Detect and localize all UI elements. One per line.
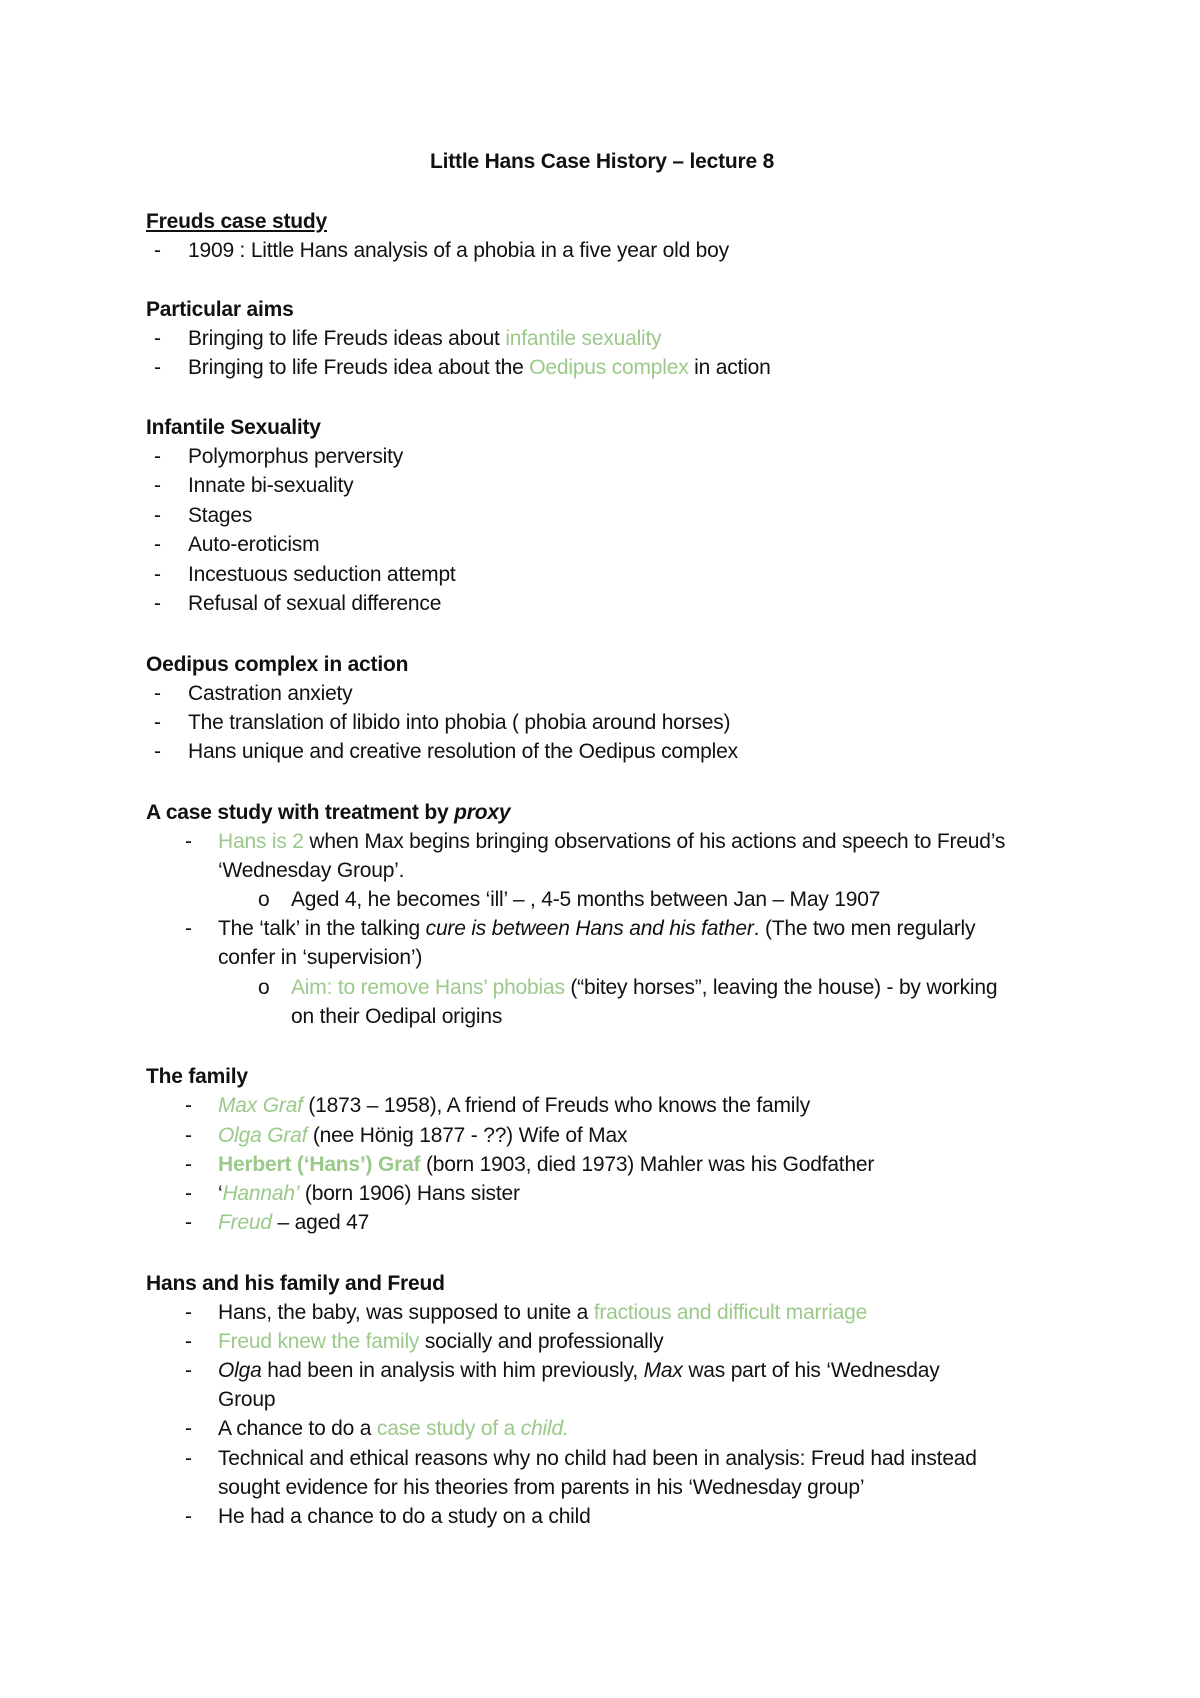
- list-item: The translation of libido into phobia ( phobia around horses): [188, 711, 731, 734]
- bullet-dash: -: [154, 504, 161, 527]
- list-item: Polymorphus perversity: [188, 445, 404, 468]
- sub-list-item: [291, 974, 997, 1002]
- text-span: ‘: [218, 1182, 223, 1205]
- list-item: [218, 1092, 810, 1120]
- heading-family: The family: [146, 1065, 248, 1088]
- list-item: He had a chance to do a study on a child: [218, 1505, 591, 1528]
- heading-case-study: Freuds case study: [146, 210, 328, 233]
- bullet-circle: o: [258, 888, 270, 911]
- bullet-dash: -: [154, 682, 161, 705]
- list-item-continuation: ‘Wednesday Group’.: [218, 859, 405, 882]
- list-item: [218, 1357, 940, 1385]
- list-item: Incestuous seduction attempt: [188, 563, 456, 586]
- list-item: Castration anxiety: [188, 682, 353, 705]
- list-item: [218, 1299, 867, 1327]
- text-span: Bringing to life Freuds idea about the: [188, 356, 530, 379]
- text-span: (1873 – 1958), A friend of Freuds who knows the family: [302, 1094, 811, 1117]
- bullet-dash: -: [185, 830, 192, 853]
- text-span: A case study with treatment by: [146, 801, 455, 824]
- text-span: A chance to do a: [218, 1417, 377, 1440]
- bullet-dash: -: [154, 592, 161, 615]
- text-span: (born 1906) Hans sister: [299, 1182, 520, 1205]
- highlight-span: Freud: [218, 1211, 272, 1234]
- bullet-dash: -: [185, 917, 192, 940]
- bullet-dash: -: [154, 474, 161, 497]
- bullet-dash: -: [154, 239, 161, 262]
- highlight-span: Hannah’: [222, 1182, 300, 1205]
- list-item: [218, 1209, 369, 1237]
- bullet-dash: -: [154, 740, 161, 763]
- list-item: 1909 : Little Hans analysis of a phobia in a five year old boy: [188, 239, 729, 262]
- bullet-circle: o: [258, 976, 270, 999]
- list-item-continuation: Group: [218, 1388, 276, 1411]
- text-span: proxy: [454, 801, 511, 824]
- text-span: Bringing to life Freuds ideas about: [188, 327, 506, 350]
- list-item: Auto-eroticism: [188, 533, 320, 556]
- list-item-continuation: confer in ‘supervision’): [218, 946, 423, 969]
- list-item: Innate bi-sexuality: [188, 474, 354, 497]
- bullet-dash: -: [185, 1417, 192, 1440]
- list-item: [218, 1415, 569, 1443]
- text-span: socially and professionally: [419, 1330, 664, 1353]
- page-title: Little Hans Case History – lecture 8: [430, 150, 775, 173]
- list-item: Refusal of sexual difference: [188, 592, 442, 615]
- bullet-dash: -: [185, 1211, 192, 1234]
- highlight-span: Max Graf: [218, 1094, 303, 1117]
- list-item: [218, 1328, 663, 1356]
- list-item: Stages: [188, 504, 253, 527]
- sub-list-item-continuation: on their Oedipal origins: [291, 1005, 503, 1028]
- bullet-dash: -: [154, 356, 161, 379]
- text-span: Max: [643, 1359, 683, 1382]
- highlight-span: case study of a: [376, 1417, 521, 1440]
- highlight-span: Aim: to remove Hans’ phobias: [291, 976, 565, 999]
- highlight-span: Herbert (‘Hans’) Graf: [218, 1153, 421, 1176]
- bullet-dash: -: [185, 1301, 192, 1324]
- list-item: [188, 354, 771, 382]
- list-item: [218, 828, 1005, 856]
- text-span: (born 1903, died 1973) Mahler was his Godfather: [420, 1153, 875, 1176]
- text-span: in action: [688, 356, 771, 379]
- text-span: was part of his ‘Wednesday: [682, 1359, 940, 1382]
- bullet-dash: -: [154, 533, 161, 556]
- sub-list-item: Aged 4, he becomes ‘ill’ – , 4-5 months between Jan – May 1907: [291, 888, 881, 911]
- highlight-span: Oedipus complex: [529, 356, 689, 379]
- bullet-dash: -: [185, 1153, 192, 1176]
- heading-hans-family-freud: Hans and his family and Freud: [146, 1272, 445, 1295]
- text-span: cure is between Hans and his father: [425, 917, 754, 940]
- text-span: The ‘talk’ in the talking: [218, 917, 426, 940]
- list-item: [218, 915, 975, 943]
- highlight-span: Olga Graf: [218, 1124, 308, 1147]
- text-span: had been in analysis with him previously,: [261, 1359, 644, 1382]
- text-span: Hans, the baby, was supposed to unite a: [218, 1301, 594, 1324]
- list-item: [218, 1180, 520, 1208]
- list-item-continuation: sought evidence for his theories from parents in his ‘Wednesday group’: [218, 1476, 865, 1499]
- heading-oedipus: Oedipus complex in action: [146, 653, 409, 676]
- text-span: (“bitey horses”, leaving the house) - by working: [564, 976, 998, 999]
- heading-proxy: [146, 799, 510, 827]
- heading-infantile: Infantile Sexuality: [146, 416, 321, 439]
- highlight-span: Hans is 2: [218, 830, 304, 853]
- text-span: – aged 47: [271, 1211, 370, 1234]
- text-span: when Max begins bringing observations of his actions and speech to Freud’s: [303, 830, 1006, 853]
- highlight-span: infantile sexuality: [505, 327, 662, 350]
- highlight-span: Freud knew the family: [218, 1330, 420, 1353]
- bullet-dash: -: [154, 445, 161, 468]
- bullet-dash: -: [185, 1359, 192, 1382]
- bullet-dash: -: [185, 1447, 192, 1470]
- bullet-dash: -: [185, 1124, 192, 1147]
- bullet-dash: -: [185, 1330, 192, 1353]
- list-item: [188, 325, 661, 353]
- highlight-span: fractious and difficult marriage: [593, 1301, 868, 1324]
- bullet-dash: -: [185, 1094, 192, 1117]
- list-item: Hans unique and creative resolution of the Oedipus complex: [188, 740, 738, 763]
- highlight-span: child.: [520, 1417, 569, 1440]
- bullet-dash: -: [154, 711, 161, 734]
- list-item: Technical and ethical reasons why no child had been in analysis: Freud had instead: [218, 1447, 977, 1470]
- list-item: [218, 1122, 627, 1150]
- list-item: [218, 1151, 874, 1179]
- heading-aims: Particular aims: [146, 298, 294, 321]
- bullet-dash: -: [185, 1505, 192, 1528]
- text-span: Olga: [218, 1359, 262, 1382]
- text-span: . (The two men regularly: [753, 917, 976, 940]
- bullet-dash: -: [154, 327, 161, 350]
- text-span: (nee Hönig 1877 - ??) Wife of Max: [307, 1124, 628, 1147]
- bullet-dash: -: [185, 1182, 192, 1205]
- bullet-dash: -: [154, 563, 161, 586]
